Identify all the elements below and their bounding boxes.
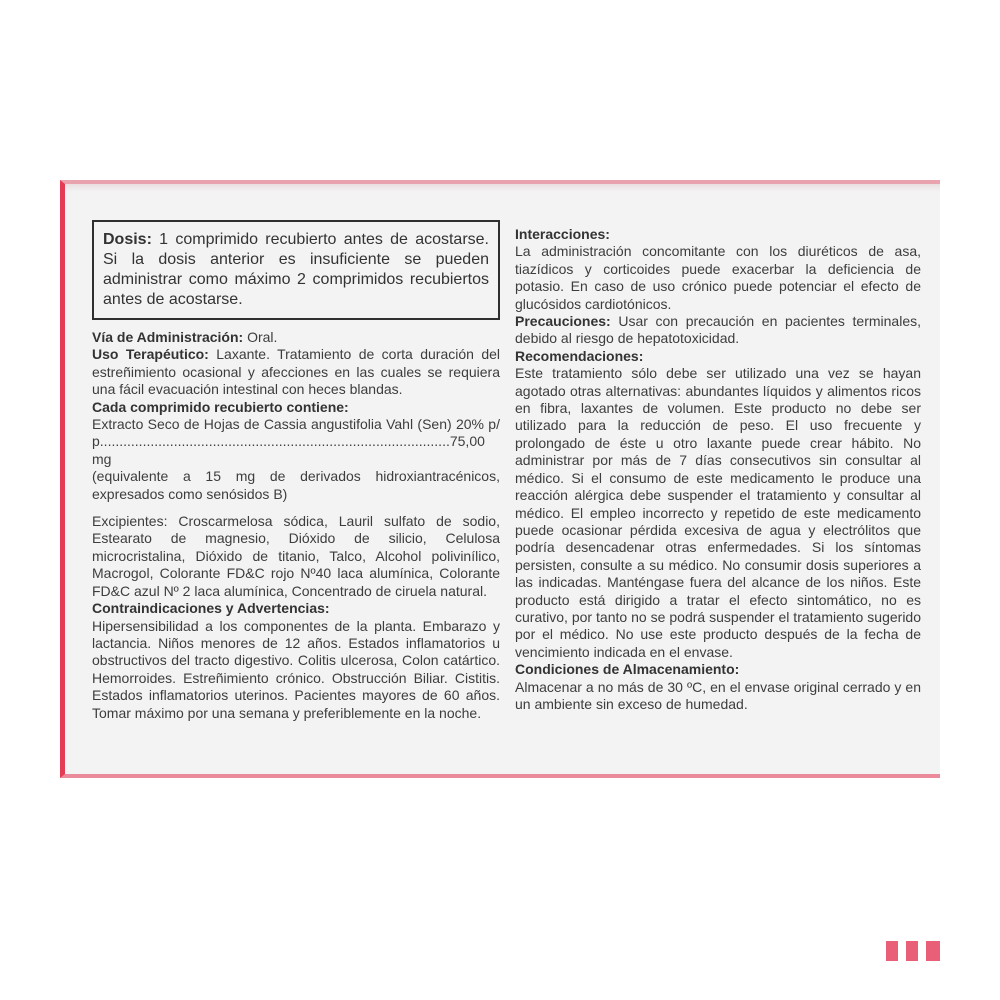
color-bar-2 [906, 941, 918, 961]
contra-text: Hipersensibilidad a los componentes de la planta. Embarazo y lactancia. Niños menores de 12 años. Estados inflamatorios u obstructivos del tracto digestivo. Colitis ulcerosa, Colon catártico. Hemorroides. Estreñimiento crónico. Obstrucción Biliar. Cistitis. Estados inflamatorios uterinos. Pacientes mayores de 60 años. Tomar máximo por una semana y preferiblemente en la noche. [92, 617, 500, 721]
left-column [92, 220, 500, 722]
interacciones-text: La administración concomitante con los diuréticos de asa, tiazídicos y corticoides puede exacerbar la deficiencia de potasio. En caso de uso crónico puede potenciar el efecto de glucósidos cardiotónicos. [515, 243, 921, 312]
recomendaciones-text: Este tratamiento sólo debe ser utilizado una vez se hayan agotado otras alternativas: abundantes líquidos y alimentos ricos en fibra, laxantes de volumen. Este producto no debe ser utilizado para la reducción de peso. El uso frecuente y prolongado de éste u otro laxante puede crear hábito. No administrar por más de 7 días consecutivos sin consultar al médico. Si el consumo de este medicamento le produce una reacción alérgica debe suspender el tratamiento y consultar al médico. El empleo incorrecto y repetido de este medicamento puede ocasionar pérdida excesiva de agua y electrólitos que podría desencadenar otras enfermedades. Si los síntomas persisten, consulte a su médico. No consumir dosis superiores a las indicadas. Manténgase fuera del alcance de los niños. Este producto está dirigido a tratar el efecto sintomático, no es curativo, por tanto no se podrá suspender el tratamiento sugerido por el médico. No use este producto después de la fecha de vencimiento indicada en el envase. [515, 365, 921, 660]
contra-heading: Contraindicaciones y Advertencias: [92, 600, 330, 617]
extracto-text: Extracto Seco de Hojas de Cassia angustifolia Vahl (Sen) 20% p/p..........................................................................................75,00 mg [92, 416, 500, 467]
package-panel [60, 180, 940, 778]
uso-label: Uso Terapéutico: [92, 346, 209, 363]
recomendaciones-heading: Recomendaciones: [515, 347, 644, 364]
via-text: Oral. [243, 329, 278, 345]
color-bar-3 [926, 941, 940, 961]
precauciones-label: Precauciones: [515, 313, 611, 330]
color-bar-1 [886, 941, 898, 961]
equivalente-text: (equivalente a 15 mg de derivados hidroxiantracénicos, expresados como senósidos B) [92, 468, 500, 502]
cada-heading: Cada comprimido recubierto contiene: [92, 398, 349, 415]
condiciones-heading: Condiciones de Almacenamiento: [515, 661, 740, 678]
dosis-label: Dosis: [103, 231, 152, 248]
condiciones-text: Almacenar a no más de 30 ºC, en el envase original cerrado y en un ambiente sin exceso de humedad. [515, 678, 921, 712]
excipientes-text: Excipientes: Croscarmelosa sódica, Lauril sulfato de sodio, Estearato de magnesio, Dióxido de silicio, Celulosa microcristalina, Dióxido de titanio, Talco, Alcohol polivinílico, Macrogol, Colorante FD&C rojo Nº40 laca alumínica, Colorante FD&C azul Nº 2 laca alumínica, Concentrado de ciruela natural. [92, 513, 500, 599]
via-paragraph [92, 329, 500, 346]
panel-top-shade [65, 184, 940, 192]
uso-paragraph [92, 346, 500, 398]
precauciones-paragraph [515, 313, 921, 348]
via-label: Vía de Administración: [92, 329, 244, 345]
precauciones-text: Usar con precaución en pacientes terminales, debido al riesgo de hepatotoxicidad. [515, 313, 921, 347]
right-column [515, 226, 921, 713]
uso-text: Laxante. Tratamiento de corta duración del estreñimiento ocasional y afecciones en las cuales se requiera una fácil evacuación intestinal con heces blandas. [92, 346, 501, 398]
interacciones-heading: Interacciones: [515, 226, 610, 242]
dosis-box [92, 220, 500, 320]
dosis-text: 1 comprimido recubierto antes de acostarse. Si la dosis anterior es insuficiente se pueden administrar como máximo 2 comprimidos recubiertos antes de acostarse. [103, 231, 489, 308]
